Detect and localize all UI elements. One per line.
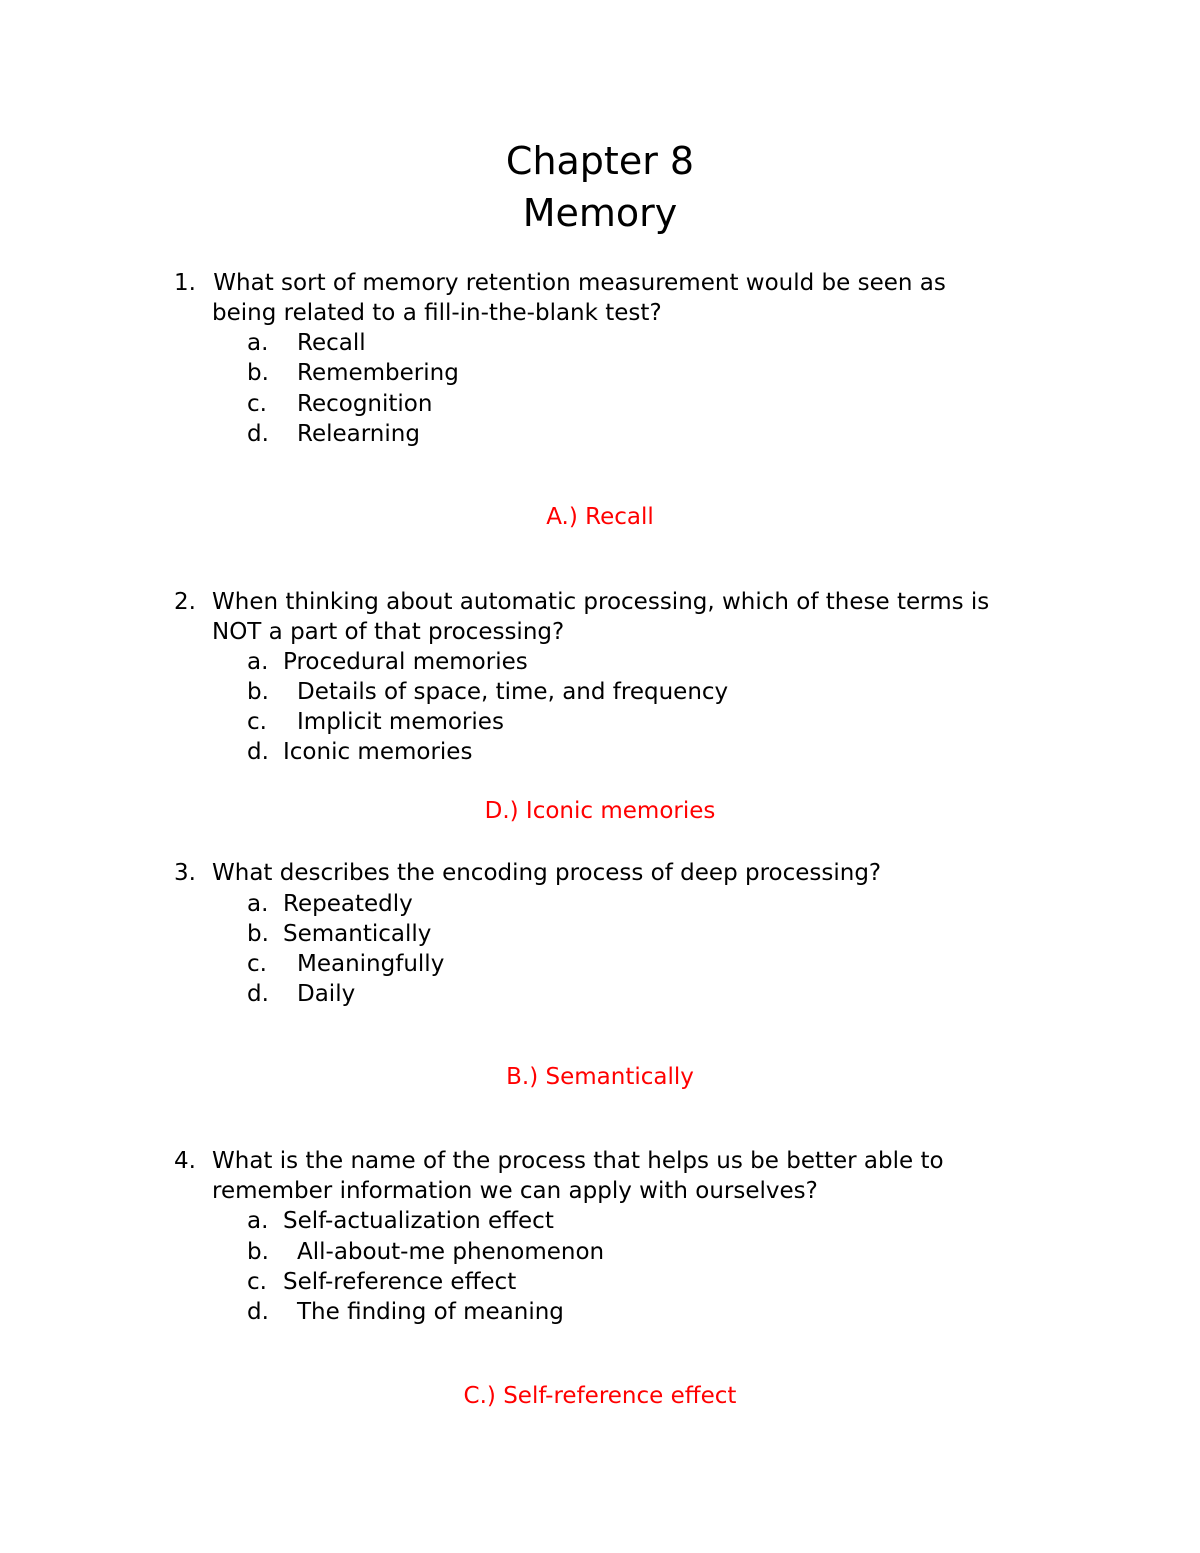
- answer-text: B.) Semantically: [506, 1064, 694, 1090]
- question-text-line2: remember information we can apply with ourselves?: [212, 1178, 818, 1204]
- chapter-title: Chapter 8: [505, 139, 695, 183]
- answer-text: C.) Self-reference effect: [463, 1383, 737, 1409]
- option-text: Repeatedly: [283, 891, 413, 917]
- option-text: Semantically: [283, 921, 432, 947]
- option-letter: c.: [247, 1269, 267, 1295]
- answer-text: A.) Recall: [546, 504, 654, 530]
- option-letter: a.: [247, 649, 269, 675]
- option-letter: c.: [247, 709, 267, 735]
- option-text: Recall: [297, 330, 366, 356]
- question-number: 2.: [174, 589, 196, 615]
- option-letter: a.: [247, 330, 269, 356]
- option-letter: d.: [247, 421, 269, 447]
- option-text: Recognition: [297, 391, 433, 417]
- option-letter: b.: [247, 921, 269, 947]
- option-text: Iconic memories: [283, 739, 473, 765]
- question-text-line1: When thinking about automatic processing, which of these terms is: [212, 589, 990, 615]
- question-text-line1: What describes the encoding process of deep processing?: [212, 860, 882, 886]
- question-text-line1: What sort of memory retention measurement would be seen as: [206, 270, 946, 296]
- option-text: Remembering: [297, 360, 459, 386]
- option-text: Implicit memories: [297, 709, 504, 735]
- option-letter: b.: [247, 1239, 269, 1265]
- option-text: Daily: [297, 981, 356, 1007]
- option-letter: b.: [247, 679, 269, 705]
- question-number: 4.: [174, 1148, 196, 1174]
- option-text: Details of space, time, and frequency: [297, 679, 729, 705]
- option-letter: a.: [247, 891, 269, 917]
- option-letter: b.: [247, 360, 269, 386]
- option-letter: d.: [247, 981, 269, 1007]
- option-letter: d.: [247, 1299, 269, 1325]
- question-text-line2: NOT a part of that processing?: [212, 619, 565, 645]
- option-letter: a.: [247, 1208, 269, 1234]
- question-number: 1.: [174, 270, 196, 296]
- question-text-line1: What is the name of the process that helps us be better able to: [212, 1148, 944, 1174]
- option-text: The finding of meaning: [297, 1299, 564, 1325]
- option-letter: d.: [247, 739, 269, 765]
- option-text: Meaningfully: [297, 951, 445, 977]
- question-text-line2: being related to a fill-in-the-blank test?: [212, 300, 662, 326]
- option-text: All-about-me phenomenon: [297, 1239, 605, 1265]
- option-text: Procedural memories: [283, 649, 528, 675]
- option-text: Self-reference effect: [283, 1269, 517, 1295]
- option-text: Relearning: [297, 421, 420, 447]
- option-text: Self-actualization effect: [283, 1208, 554, 1234]
- question-number: 3.: [174, 860, 196, 886]
- chapter-subtitle: Memory: [522, 191, 678, 235]
- option-letter: c.: [247, 391, 267, 417]
- answer-text: D.) Iconic memories: [484, 798, 716, 824]
- option-letter: c.: [247, 951, 267, 977]
